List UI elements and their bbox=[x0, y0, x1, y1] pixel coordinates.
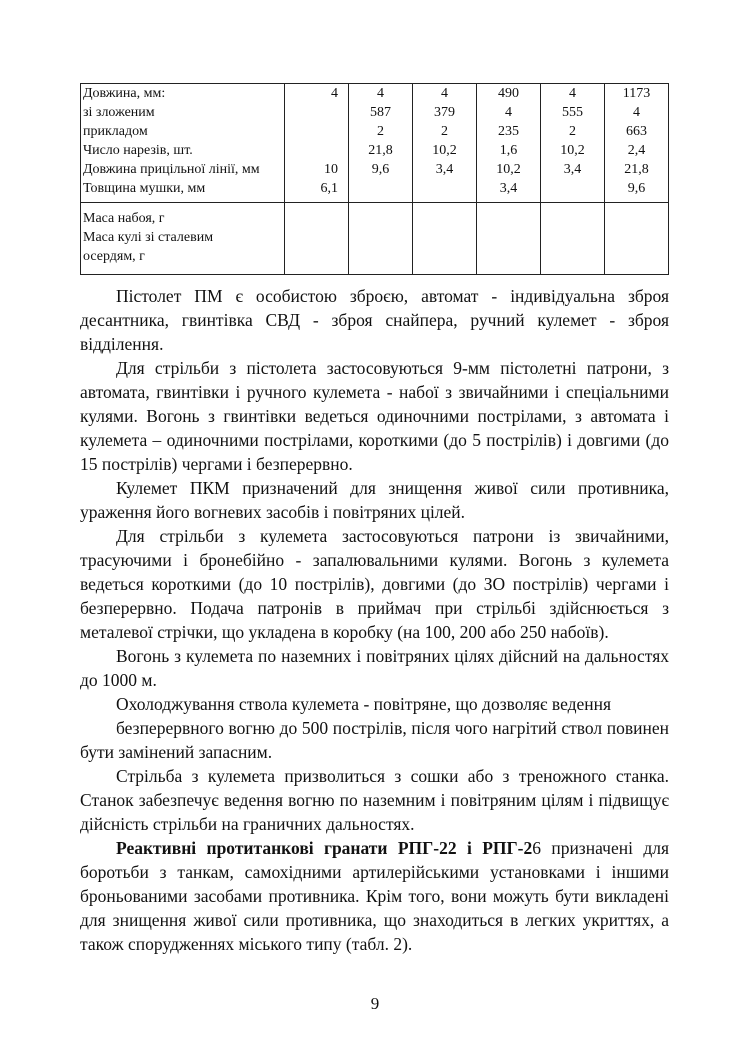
cell-value: 4 bbox=[633, 105, 640, 120]
cell-value: 235 bbox=[498, 124, 519, 139]
cell-value bbox=[285, 122, 348, 141]
cell-value: 2 bbox=[441, 124, 448, 139]
row-label: осердям, г bbox=[83, 249, 145, 264]
paragraph: Охолоджування ствола кулемета - повітряне, що дозволяє ведення bbox=[116, 694, 612, 714]
cell-value: 2 bbox=[569, 124, 576, 139]
cell-value: 4 bbox=[331, 86, 338, 101]
cell-value: 10,2 bbox=[432, 143, 457, 158]
cell-value: 555 bbox=[562, 105, 583, 120]
table-empty-cell bbox=[477, 203, 541, 275]
cell-value: 4 bbox=[569, 86, 576, 101]
table-empty-cell bbox=[349, 203, 413, 275]
table-empty-cell bbox=[605, 203, 669, 275]
table-row bbox=[81, 203, 669, 275]
cell-value bbox=[413, 179, 476, 198]
row-label: Товщина мушки, мм bbox=[83, 181, 206, 196]
cell-value bbox=[285, 141, 348, 160]
paragraph: Стрільба з кулемета призволиться з сошки або з треножного станка. Станок забезпечує ведення вогню по наземним і повітряним цілям і підвищує дійсність стрільби на граничних дальностях. bbox=[80, 766, 669, 834]
table-row-label-cell bbox=[81, 84, 285, 203]
cell-value: 4 bbox=[441, 86, 448, 101]
table-value-cell bbox=[349, 84, 413, 203]
cell-value: 10 bbox=[324, 162, 338, 177]
table-row bbox=[81, 84, 669, 203]
cell-value: 3,4 bbox=[499, 181, 518, 196]
cell-value: 10,2 bbox=[496, 162, 521, 177]
body-text bbox=[80, 284, 669, 956]
cell-value: 663 bbox=[626, 124, 647, 139]
row-label: прикладом bbox=[83, 124, 148, 139]
row-label: Маса набоя, г bbox=[83, 211, 165, 226]
cell-value: 2 bbox=[377, 124, 384, 139]
table-empty-cell bbox=[541, 203, 605, 275]
cell-value: 21,8 bbox=[368, 143, 393, 158]
cell-value: 9,6 bbox=[371, 162, 390, 177]
row-label: Число нарезів, шт. bbox=[83, 143, 193, 158]
cell-value: 4 bbox=[505, 105, 512, 120]
cell-value: 6,1 bbox=[320, 181, 338, 196]
cell-value: 587 bbox=[370, 105, 391, 120]
table-value-cell bbox=[285, 84, 349, 203]
cell-value: 3,4 bbox=[563, 162, 582, 177]
paragraph: Кулемет ПКМ призначений для знищення живої сили противника, ураження його вогневих засобів і повітряних цілей. bbox=[80, 478, 669, 522]
paragraph bbox=[80, 836, 669, 956]
table-row-label-cell bbox=[81, 203, 285, 275]
paragraph: Пістолет ПМ є особистою зброєю, автомат - індивідуальна зброя десантника, гвинтівка СВД - зброя снайпера, ручний кулемет - зброя відділення. bbox=[80, 286, 669, 354]
table-empty-cell bbox=[285, 203, 349, 275]
cell-value: 21,8 bbox=[624, 162, 649, 177]
paragraph: Для стрільби з пістолета застосовуються 9-мм пістолетні патрони, з автомата, гвинтівки і ручного кулемета - набої з звичайними і спеціальними кулями. Вогонь з гвинтівки ведеться одиночними пострілами, з автомата і кулемета – одиночними пострілами, короткими (до 5 пострілів) і довгими (до 15 пострілів) чергами і безперервно. bbox=[80, 358, 669, 474]
row-label: Довжина прицільної лінії, мм bbox=[83, 162, 260, 177]
cell-value: 4 bbox=[377, 86, 384, 101]
table-value-cell bbox=[477, 84, 541, 203]
cell-value: 490 bbox=[498, 86, 519, 101]
cell-value: 1173 bbox=[622, 86, 651, 101]
table-value-cell bbox=[413, 84, 477, 203]
paragraph: безперервного вогню до 500 пострілів, після чого нагрітий ствол повинен бути замінений запасним. bbox=[80, 718, 669, 762]
page-number: 9 bbox=[370, 994, 380, 1013]
row-label: зі зложеним bbox=[83, 105, 155, 120]
cell-value bbox=[285, 103, 348, 122]
row-label: Маса кулі зі сталевим bbox=[83, 230, 214, 245]
cell-value: 9,6 bbox=[627, 181, 646, 196]
cell-value: 1,6 bbox=[499, 143, 518, 158]
paragraph-rest: 6 призначені для боротьби з танкам, самохідними артилерійськими установками і іншими броньованими засобами противника. Крім того, вони можуть бути викладені для знищення живої сили противника, що знаходиться в легких укриттях, а також спорудженнях міського типу (табл. 2). bbox=[80, 838, 669, 954]
cell-value: 2,4 bbox=[627, 143, 646, 158]
row-label: Довжина, мм: bbox=[83, 86, 166, 101]
table-value-cell bbox=[605, 84, 669, 203]
cell-value bbox=[349, 179, 412, 198]
bold-lead-in: Реактивні протитанкові гранати РПГ-22 і РПГ-2 bbox=[116, 838, 533, 858]
cell-value: 10,2 bbox=[560, 143, 585, 158]
weapon-spec-table bbox=[80, 83, 669, 275]
table-value-cell bbox=[541, 84, 605, 203]
cell-value: 379 bbox=[434, 105, 455, 120]
table-empty-cell bbox=[413, 203, 477, 275]
cell-value: 3,4 bbox=[435, 162, 454, 177]
cell-value bbox=[541, 179, 604, 198]
paragraph: Для стрільби з кулемета застосовуються патрони із звичайними, трасуючими і бронебійно - запалювальними кулями. Вогонь з кулемета ведеться короткими (до 10 пострілів), довгими (до ЗО пострілів) чергами і безперервно. Подача патронів в приймач при стрільбі здійснюється з металевої стрічки, що укладена в коробку (на 100, 200 або 250 набоїв). bbox=[80, 526, 669, 642]
paragraph: Вогонь з кулемета по наземних і повітряних цілях дійсний на дальностях до 1000 м. bbox=[80, 646, 669, 690]
